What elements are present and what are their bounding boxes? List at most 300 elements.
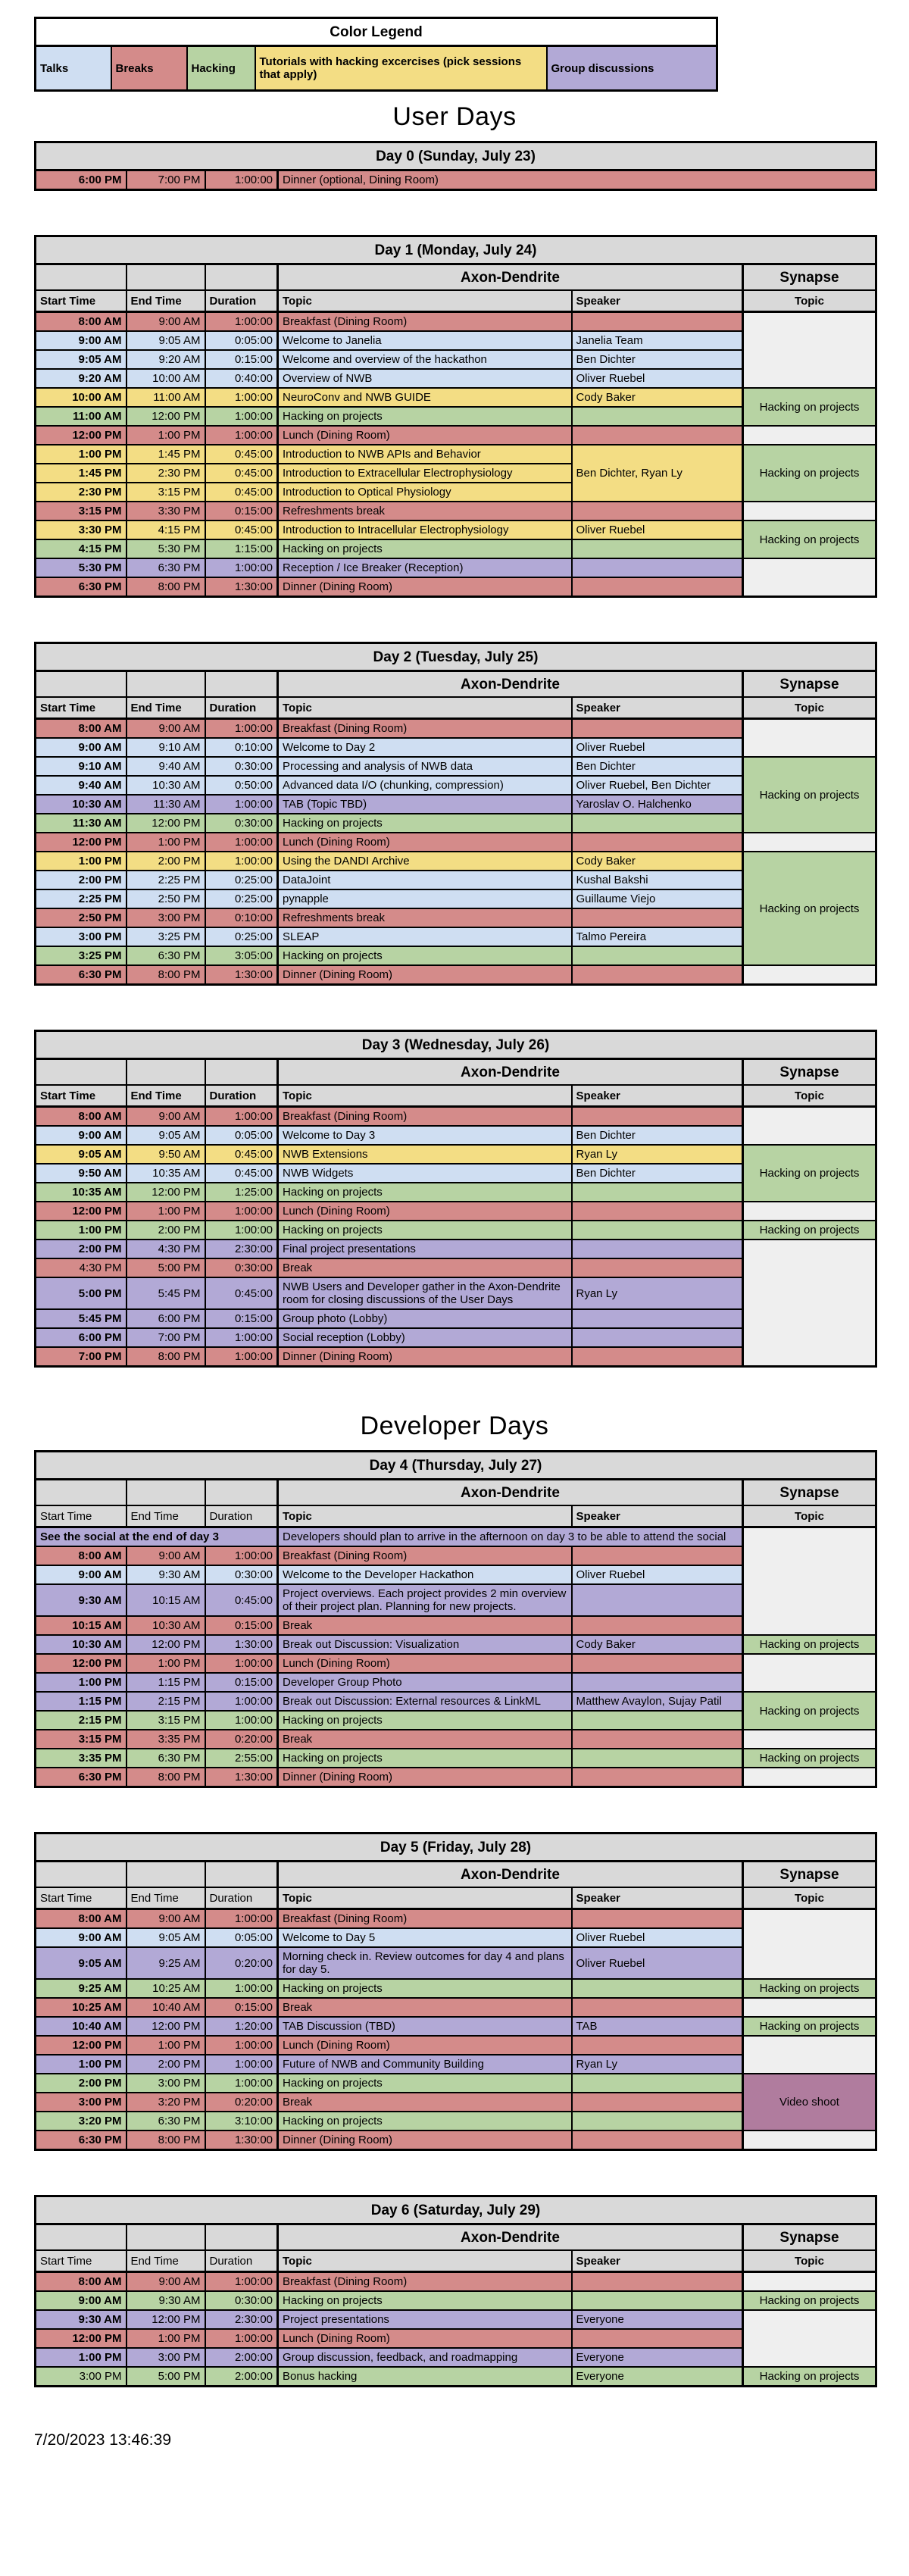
cell-start-time: 5:45 PM xyxy=(36,1309,127,1328)
cell-synapse-topic: Hacking on projects xyxy=(743,2017,876,2036)
cell-start-time: 8:00 AM xyxy=(36,1546,127,1565)
cell-start-time: 6:30 PM xyxy=(36,965,127,985)
col-header-speaker: Speaker xyxy=(572,1887,743,1909)
cell-start-time: 11:00 AM xyxy=(36,407,127,426)
cell-start-time: 11:30 AM xyxy=(36,814,127,833)
cell-duration: 0:25:00 xyxy=(205,889,278,908)
cell-topic: Social reception (Lobby) xyxy=(278,1328,572,1347)
cell-speaker xyxy=(572,946,743,965)
cell-speaker: Matthew Avaylon, Sujay Patil xyxy=(572,1692,743,1711)
cell-topic: Hacking on projects xyxy=(278,946,572,965)
cell-topic: Dinner (optional, Dining Room) xyxy=(278,170,876,190)
cell-note: See the social at the end of day 3 xyxy=(36,1527,278,1547)
cell-duration: 2:30:00 xyxy=(205,1240,278,1258)
cell-topic: Dinner (Dining Room) xyxy=(278,2131,572,2150)
cell-speaker xyxy=(572,1328,743,1347)
cell-speaker xyxy=(572,1979,743,1998)
cell-speaker xyxy=(572,2131,743,2150)
cell-speaker: Janelia Team xyxy=(572,331,743,350)
room-header-axon-dendrite: Axon-Dendrite xyxy=(278,1480,743,1506)
cell-duration: 1:00:00 xyxy=(205,1692,278,1711)
cell-duration: 0:45:00 xyxy=(205,445,278,464)
cell-topic: Breakfast (Dining Room) xyxy=(278,1107,572,1127)
room-header-axon-dendrite: Axon-Dendrite xyxy=(278,2224,743,2251)
col-header-topic: Topic xyxy=(278,1887,572,1909)
cell-end-time: 7:00 PM xyxy=(127,1328,205,1347)
cell-end-time: 10:25 AM xyxy=(127,1979,205,1998)
cell-start-time: 3:15 PM xyxy=(36,502,127,521)
cell-speaker xyxy=(572,1654,743,1673)
legend-item-hacking: Hacking xyxy=(187,46,255,91)
cell-end-time: 1:00 PM xyxy=(127,1202,205,1221)
cell-end-time: 2:50 PM xyxy=(127,889,205,908)
cell-duration: 0:30:00 xyxy=(205,814,278,833)
cell-topic: Lunch (Dining Room) xyxy=(278,1654,572,1673)
cell-synapse-topic xyxy=(743,2272,876,2292)
cell-end-time: 1:00 PM xyxy=(127,1654,205,1673)
cell-topic: Reception / Ice Breaker (Reception) xyxy=(278,558,572,577)
cell-topic: Using the DANDI Archive xyxy=(278,852,572,871)
cell-synapse-topic: Hacking on projects xyxy=(743,1635,876,1654)
cell-topic: Break out Discussion: External resources & LinkML xyxy=(278,1692,572,1711)
cell-start-time: 3:30 PM xyxy=(36,521,127,539)
cell-topic: Break xyxy=(278,2093,572,2112)
cell-duration: 0:30:00 xyxy=(205,2291,278,2310)
cell-duration: 2:00:00 xyxy=(205,2348,278,2367)
cell-topic: Hacking on projects xyxy=(278,539,572,558)
color-legend-table xyxy=(34,17,718,92)
cell-duration: 1:30:00 xyxy=(205,2131,278,2150)
cell-speaker: Ben Dichter xyxy=(572,350,743,369)
cell-end-time: 2:00 PM xyxy=(127,1221,205,1240)
cell-duration: 1:00:00 xyxy=(205,407,278,426)
cell-speaker xyxy=(572,1768,743,1787)
cell-speaker xyxy=(572,2329,743,2348)
cell-end-time: 12:00 PM xyxy=(127,814,205,833)
cell-duration: 0:15:00 xyxy=(205,350,278,369)
cell-start-time: 1:45 PM xyxy=(36,464,127,483)
cell-synapse-topic xyxy=(743,312,876,389)
cell-start-time: 4:30 PM xyxy=(36,1258,127,1277)
col-header-duration: Duration xyxy=(205,1085,278,1107)
cell-topic: Hacking on projects xyxy=(278,1183,572,1202)
cell-topic: Breakfast (Dining Room) xyxy=(278,312,572,332)
cell-start-time: 12:00 PM xyxy=(36,2329,127,2348)
cell-duration: 1:20:00 xyxy=(205,2017,278,2036)
cell-duration: 1:25:00 xyxy=(205,1183,278,1202)
col-header-duration: Duration xyxy=(205,290,278,312)
cell-synapse-topic: Hacking on projects xyxy=(743,445,876,502)
cell-start-time: 6:00 PM xyxy=(36,170,127,190)
cell-synapse-topic xyxy=(743,1730,876,1749)
cell-start-time: 1:00 PM xyxy=(36,852,127,871)
cell-duration: 1:00:00 xyxy=(205,2272,278,2292)
cell-topic: Break xyxy=(278,1616,572,1635)
cell-speaker: Ryan Ly xyxy=(572,2055,743,2074)
cell-start-time: 10:00 AM xyxy=(36,388,127,407)
cell-speaker: Oliver Ruebel xyxy=(572,521,743,539)
cell-topic: Dinner (Dining Room) xyxy=(278,965,572,985)
cell-start-time: 4:15 PM xyxy=(36,539,127,558)
col-header-synapse-topic: Topic xyxy=(743,1085,876,1107)
cell-topic: Breakfast (Dining Room) xyxy=(278,2272,572,2292)
cell-speaker xyxy=(572,908,743,927)
cell-speaker: Everyone xyxy=(572,2348,743,2367)
cell-duration: 1:00:00 xyxy=(205,426,278,445)
cell-start-time: 12:00 PM xyxy=(36,2036,127,2055)
col-header-end-time: End Time xyxy=(127,2250,205,2272)
cell-duration: 1:00:00 xyxy=(205,719,278,739)
spacer-cell xyxy=(36,1862,127,1888)
cell-synapse-topic xyxy=(743,426,876,445)
cell-duration: 0:10:00 xyxy=(205,738,278,757)
cell-duration: 1:00:00 xyxy=(205,2055,278,2074)
cell-duration: 0:30:00 xyxy=(205,757,278,776)
cell-end-time: 8:00 PM xyxy=(127,577,205,597)
cell-duration: 0:45:00 xyxy=(205,1145,278,1164)
cell-duration: 0:45:00 xyxy=(205,1584,278,1616)
col-header-topic: Topic xyxy=(278,1085,572,1107)
cell-duration: 1:15:00 xyxy=(205,539,278,558)
room-header-axon-dendrite: Axon-Dendrite xyxy=(278,1862,743,1888)
cell-start-time: 10:15 AM xyxy=(36,1616,127,1635)
cell-topic: Hacking on projects xyxy=(278,2291,572,2310)
cell-speaker: Oliver Ruebel xyxy=(572,369,743,388)
cell-speaker xyxy=(572,1730,743,1749)
cell-speaker: Ben Dichter, Ryan Ly xyxy=(572,445,743,502)
cell-duration: 1:00:00 xyxy=(205,1711,278,1730)
cell-duration: 1:30:00 xyxy=(205,965,278,985)
cell-duration: 1:00:00 xyxy=(205,852,278,871)
cell-end-time: 3:25 PM xyxy=(127,927,205,946)
spacer-cell xyxy=(36,1059,127,1086)
col-header-duration: Duration xyxy=(205,2250,278,2272)
cell-end-time: 9:25 AM xyxy=(127,1947,205,1979)
cell-end-time: 2:30 PM xyxy=(127,464,205,483)
section-title: Developer Days xyxy=(360,1411,549,1440)
cell-speaker: Ryan Ly xyxy=(572,1277,743,1309)
col-header-synapse-topic: Topic xyxy=(743,1505,876,1527)
cell-end-time: 9:20 AM xyxy=(127,350,205,369)
cell-end-time: 3:00 PM xyxy=(127,2074,205,2093)
day-title: Day 3 (Wednesday, July 26) xyxy=(36,1031,876,1059)
cell-topic: DataJoint xyxy=(278,871,572,889)
cell-duration: 0:05:00 xyxy=(205,331,278,350)
cell-end-time: 9:00 AM xyxy=(127,1546,205,1565)
cell-topic: Introduction to Intracellular Electrophysiology xyxy=(278,521,572,539)
cell-speaker xyxy=(572,1309,743,1328)
cell-duration: 0:45:00 xyxy=(205,521,278,539)
cell-synapse-topic: Hacking on projects xyxy=(743,388,876,426)
col-header-topic: Topic xyxy=(278,697,572,719)
cell-speaker xyxy=(572,1673,743,1692)
day-5-table xyxy=(34,1832,877,2151)
cell-speaker xyxy=(572,833,743,852)
col-header-synapse-topic: Topic xyxy=(743,290,876,312)
cell-end-time: 3:30 PM xyxy=(127,502,205,521)
spacer-cell xyxy=(36,264,127,291)
day-title: Day 4 (Thursday, July 27) xyxy=(36,1452,876,1480)
cell-duration: 0:20:00 xyxy=(205,2093,278,2112)
col-header-duration: Duration xyxy=(205,697,278,719)
legend-item-breaks: Breaks xyxy=(111,46,187,91)
col-header-start-time: Start Time xyxy=(36,2250,127,2272)
cell-speaker xyxy=(572,2291,743,2310)
cell-speaker xyxy=(572,577,743,597)
cell-start-time: 10:30 AM xyxy=(36,1635,127,1654)
cell-end-time: 5:30 PM xyxy=(127,539,205,558)
cell-end-time: 1:00 PM xyxy=(127,2329,205,2348)
col-header-speaker: Speaker xyxy=(572,2250,743,2272)
color-legend xyxy=(34,17,909,92)
cell-topic: Lunch (Dining Room) xyxy=(278,2036,572,2055)
cell-start-time: 10:35 AM xyxy=(36,1183,127,1202)
cell-start-time: 3:00 PM xyxy=(36,2367,127,2387)
cell-end-time: 9:00 AM xyxy=(127,719,205,739)
cell-speaker xyxy=(572,426,743,445)
cell-end-time: 9:05 AM xyxy=(127,1126,205,1145)
cell-end-time: 9:00 AM xyxy=(127,2272,205,2292)
cell-end-time: 1:00 PM xyxy=(127,2036,205,2055)
cell-synapse-topic: Hacking on projects xyxy=(743,1692,876,1730)
spacer-cell xyxy=(36,2224,127,2251)
cell-start-time: 3:00 PM xyxy=(36,927,127,946)
section-title: User Days xyxy=(392,102,517,131)
col-header-duration: Duration xyxy=(205,1887,278,1909)
cell-end-time: 1:00 PM xyxy=(127,833,205,852)
cell-topic: NeuroConv and NWB GUIDE xyxy=(278,388,572,407)
cell-speaker: Ryan Ly xyxy=(572,1145,743,1164)
cell-speaker xyxy=(572,965,743,985)
cell-end-time: 6:30 PM xyxy=(127,558,205,577)
cell-end-time: 2:25 PM xyxy=(127,871,205,889)
cell-start-time: 8:00 AM xyxy=(36,1107,127,1127)
cell-speaker xyxy=(572,1909,743,1929)
spacer-cell xyxy=(127,2224,205,2251)
cell-end-time: 6:30 PM xyxy=(127,946,205,965)
col-header-topic: Topic xyxy=(278,2250,572,2272)
col-header-synapse-topic: Topic xyxy=(743,697,876,719)
day-0-table xyxy=(34,141,877,191)
cell-start-time: 12:00 PM xyxy=(36,426,127,445)
cell-topic: Lunch (Dining Room) xyxy=(278,2329,572,2348)
cell-duration: 2:55:00 xyxy=(205,1749,278,1768)
cell-speaker: Kushal Bakshi xyxy=(572,871,743,889)
cell-speaker: Oliver Ruebel xyxy=(572,1947,743,1979)
cell-end-time: 2:15 PM xyxy=(127,1692,205,1711)
cell-duration: 1:00:00 xyxy=(205,1221,278,1240)
cell-start-time: 9:00 AM xyxy=(36,2291,127,2310)
cell-start-time: 9:05 AM xyxy=(36,1947,127,1979)
cell-start-time: 1:00 PM xyxy=(36,1673,127,1692)
cell-duration: 0:20:00 xyxy=(205,1730,278,1749)
cell-synapse-topic: Hacking on projects xyxy=(743,1145,876,1202)
col-header-speaker: Speaker xyxy=(572,697,743,719)
cell-topic: Hacking on projects xyxy=(278,2112,572,2131)
col-header-duration: Duration xyxy=(205,1505,278,1527)
cell-duration: 1:00:00 xyxy=(205,388,278,407)
cell-start-time: 9:00 AM xyxy=(36,1928,127,1947)
col-header-end-time: End Time xyxy=(127,1505,205,1527)
cell-end-time: 12:00 PM xyxy=(127,407,205,426)
cell-topic: Introduction to Optical Physiology xyxy=(278,483,572,502)
cell-start-time: 8:00 AM xyxy=(36,312,127,332)
cell-start-time: 9:00 AM xyxy=(36,1126,127,1145)
cell-start-time: 2:00 PM xyxy=(36,871,127,889)
day-title: Day 2 (Tuesday, July 25) xyxy=(36,643,876,671)
cell-end-time: 2:00 PM xyxy=(127,2055,205,2074)
legend-item-discussions: Group discussions xyxy=(547,46,717,91)
cell-end-time: 9:40 AM xyxy=(127,757,205,776)
cell-start-time: 9:30 AM xyxy=(36,1584,127,1616)
cell-start-time: 9:00 AM xyxy=(36,331,127,350)
cell-duration: 1:30:00 xyxy=(205,1768,278,1787)
cell-end-time: 12:00 PM xyxy=(127,2310,205,2329)
cell-duration: 0:45:00 xyxy=(205,1277,278,1309)
cell-start-time: 1:00 PM xyxy=(36,445,127,464)
cell-duration: 0:45:00 xyxy=(205,1164,278,1183)
cell-topic: Bonus hacking xyxy=(278,2367,572,2387)
cell-end-time: 8:00 PM xyxy=(127,1768,205,1787)
cell-start-time: 7:00 PM xyxy=(36,1347,127,1367)
cell-duration: 1:00:00 xyxy=(205,312,278,332)
cell-topic: Future of NWB and Community Building xyxy=(278,2055,572,2074)
cell-duration: 0:10:00 xyxy=(205,908,278,927)
cell-duration: 3:05:00 xyxy=(205,946,278,965)
spacer-cell xyxy=(36,1480,127,1506)
cell-duration: 1:00:00 xyxy=(205,2036,278,2055)
cell-end-time: 11:30 AM xyxy=(127,795,205,814)
cell-end-time: 10:30 AM xyxy=(127,776,205,795)
cell-end-time: 2:00 PM xyxy=(127,852,205,871)
cell-end-time: 4:30 PM xyxy=(127,1240,205,1258)
cell-end-time: 1:15 PM xyxy=(127,1673,205,1692)
cell-topic: Break xyxy=(278,1730,572,1749)
col-header-speaker: Speaker xyxy=(572,290,743,312)
cell-start-time: 6:30 PM xyxy=(36,2131,127,2150)
cell-end-time: 9:05 AM xyxy=(127,331,205,350)
cell-start-time: 1:15 PM xyxy=(36,1692,127,1711)
cell-synapse-topic: Video shoot xyxy=(743,2074,876,2131)
col-header-end-time: End Time xyxy=(127,290,205,312)
cell-speaker xyxy=(572,312,743,332)
cell-duration: 1:00:00 xyxy=(205,1546,278,1565)
cell-start-time: 9:40 AM xyxy=(36,776,127,795)
cell-speaker: Yaroslav O. Halchenko xyxy=(572,795,743,814)
room-header-axon-dendrite: Axon-Dendrite xyxy=(278,264,743,291)
cell-topic: Lunch (Dining Room) xyxy=(278,1202,572,1221)
cell-end-time: 5:00 PM xyxy=(127,1258,205,1277)
cell-synapse-topic xyxy=(743,2310,876,2367)
cell-start-time: 12:00 PM xyxy=(36,833,127,852)
cell-topic: Introduction to Extracellular Electrophysiology xyxy=(278,464,572,483)
cell-speaker xyxy=(572,2272,743,2292)
cell-synapse-topic xyxy=(743,1768,876,1787)
cell-start-time: 8:00 AM xyxy=(36,1909,127,1929)
cell-end-time: 9:30 AM xyxy=(127,2291,205,2310)
cell-duration: 0:45:00 xyxy=(205,464,278,483)
spacer-cell xyxy=(36,671,127,698)
room-header-axon-dendrite: Axon-Dendrite xyxy=(278,1059,743,1086)
cell-duration: 0:05:00 xyxy=(205,1928,278,1947)
cell-end-time: 4:15 PM xyxy=(127,521,205,539)
cell-start-time: 2:15 PM xyxy=(36,1711,127,1730)
cell-topic: Break out Discussion: Visualization xyxy=(278,1635,572,1654)
cell-duration: 1:00:00 xyxy=(205,2329,278,2348)
cell-end-time: 3:35 PM xyxy=(127,1730,205,1749)
spacer-cell xyxy=(127,264,205,291)
cell-topic: Processing and analysis of NWB data xyxy=(278,757,572,776)
cell-synapse-topic xyxy=(743,1998,876,2017)
room-header-synapse: Synapse xyxy=(743,1059,876,1086)
cell-synapse-topic: Hacking on projects xyxy=(743,2291,876,2310)
cell-duration: 1:00:00 xyxy=(205,1979,278,1998)
cell-synapse-topic: Hacking on projects xyxy=(743,1221,876,1240)
cell-topic: Breakfast (Dining Room) xyxy=(278,1546,572,1565)
spacer-cell xyxy=(205,264,278,291)
cell-synapse-topic: Hacking on projects xyxy=(743,2367,876,2387)
cell-end-time: 10:35 AM xyxy=(127,1164,205,1183)
room-header-synapse: Synapse xyxy=(743,1862,876,1888)
cell-speaker: Oliver Ruebel, Ben Dichter xyxy=(572,776,743,795)
cell-topic: Welcome to Day 5 xyxy=(278,1928,572,1947)
cell-end-time: 3:20 PM xyxy=(127,2093,205,2112)
cell-end-time: 10:30 AM xyxy=(127,1616,205,1635)
cell-topic: SLEAP xyxy=(278,927,572,946)
cell-start-time: 9:00 AM xyxy=(36,1565,127,1584)
cell-speaker xyxy=(572,1183,743,1202)
cell-start-time: 10:40 AM xyxy=(36,2017,127,2036)
cell-start-time: 12:00 PM xyxy=(36,1654,127,1673)
cell-start-time: 2:50 PM xyxy=(36,908,127,927)
cell-topic: Hacking on projects xyxy=(278,2074,572,2093)
col-header-start-time: Start Time xyxy=(36,1887,127,1909)
cell-speaker xyxy=(572,2112,743,2131)
day-2-table xyxy=(34,642,877,986)
cell-start-time: 2:00 PM xyxy=(36,2074,127,2093)
cell-duration: 1:00:00 xyxy=(205,2074,278,2093)
cell-speaker xyxy=(572,502,743,521)
spacer-cell xyxy=(127,1480,205,1506)
cell-synapse-topic xyxy=(743,1527,876,1636)
cell-speaker xyxy=(572,1347,743,1367)
cell-speaker xyxy=(572,1107,743,1127)
cell-speaker xyxy=(572,2093,743,2112)
cell-end-time: 9:05 AM xyxy=(127,1928,205,1947)
day-3-table xyxy=(34,1030,877,1368)
cell-speaker xyxy=(572,407,743,426)
cell-synapse-topic xyxy=(743,1202,876,1221)
cell-speaker xyxy=(572,1546,743,1565)
cell-start-time: 9:10 AM xyxy=(36,757,127,776)
cell-speaker: Ben Dichter xyxy=(572,1164,743,1183)
col-header-start-time: Start Time xyxy=(36,1505,127,1527)
cell-end-time: 6:00 PM xyxy=(127,1309,205,1328)
cell-end-time: 1:45 PM xyxy=(127,445,205,464)
cell-topic: Developer Group Photo xyxy=(278,1673,572,1692)
cell-duration: 0:50:00 xyxy=(205,776,278,795)
cell-end-time: 3:15 PM xyxy=(127,1711,205,1730)
cell-end-time: 9:10 AM xyxy=(127,738,205,757)
col-header-start-time: Start Time xyxy=(36,290,127,312)
cell-duration: 1:00:00 xyxy=(205,1654,278,1673)
cell-speaker xyxy=(572,1998,743,2017)
cell-synapse-topic xyxy=(743,833,876,852)
cell-speaker: Ben Dichter xyxy=(572,757,743,776)
cell-topic: Welcome to Janelia xyxy=(278,331,572,350)
cell-topic: Overview of NWB xyxy=(278,369,572,388)
cell-topic: Welcome to the Developer Hackathon xyxy=(278,1565,572,1584)
